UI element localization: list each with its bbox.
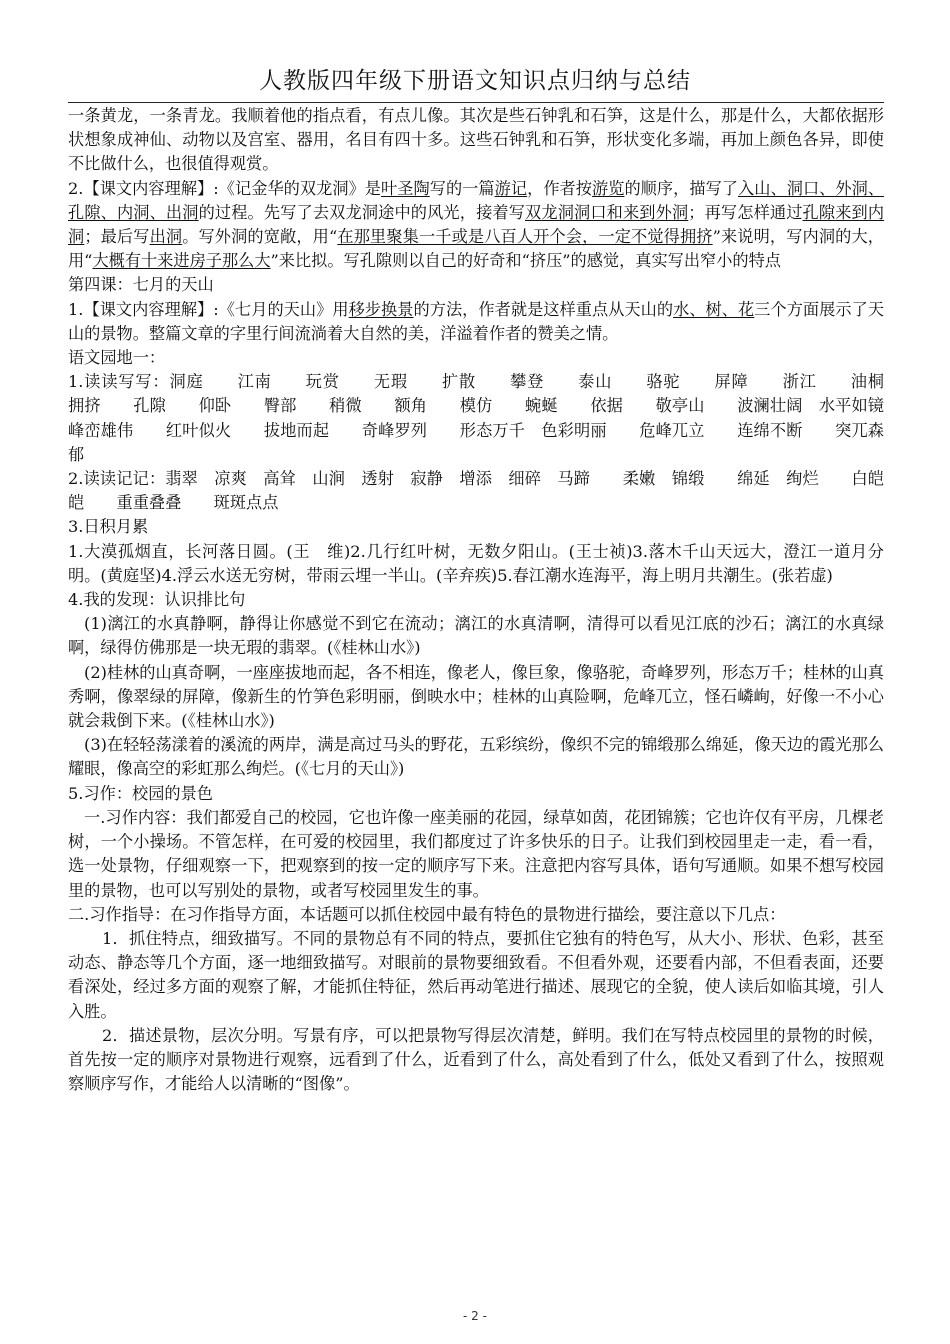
underlined-answer: 入山、洞口、外洞、孔隙、内洞、出洞 (68, 178, 885, 222)
guidance-point-2: 2．描述景物，层次分明。写景有序，可以把景物写得层次清楚，鲜明。我们在写特点校园里的景物的时候，首先按一定的顺序对景物进行观察，远看到了什么，近看到了什么，高处看到了什么，低处又看到了什么，按照观察顺序写作，才能给人以清晰的“图像”。 (68, 1025, 884, 1094)
underlined-answer: 在那里聚集一千或是八百人开个会，一定不觉得拥挤 (337, 227, 713, 247)
vocabulary-read-write: 1.读读写写：洞庭 江南 玩赏 无瑕 扩散 攀登 泰山 骆驼 屏障 浙江 油桐 拥挤 孔隙 仰卧 臀部 稍微 额角 模仿 蜿蜒 依据 敬亭山 波澜壮阔 水平如镜 峰峦雄伟 红叶似火 拔地而起 奇峰罗列 形态万千 色彩明丽 危峰兀立 连绵不断 突兀森郁 (68, 372, 917, 464)
example-sentence-1: (1)漓江的水真静啊，静得让你感觉不到它在流动；漓江的水真清啊，清得可以看见江底的沙石；漓江的水真绿啊，绿得仿佛那是一块无瑕的翡翠。(《桂林山水》) (68, 614, 884, 658)
underlined-answer: 游览 (592, 178, 625, 198)
underlined-answer: 移步换景 (348, 299, 414, 319)
vocabulary-read-remember: 2.读读记记：翡翠 凉爽 高耸 山涧 透射 寂静 增添 细碎 马蹄 柔嫩 锦缎 绵延 绚烂 白皑皑 重重叠叠 斑斑点点 (68, 469, 884, 513)
paragraph-lesson-understanding-tianshan: 1.【课文内容理解】:《七月的天山》用移步换景的方法，作者就是这样重点从天山的水、树、花三个方面展示了天山的景物。整篇文章的字里行间流淌着大自然的美，洋溢着作者的赞美之情。 (68, 299, 885, 343)
composition-guidance: 二.习作指导：在习作指导方面，本话题可以抓住校园中最有特色的景物进行描绘，要注意以下几点： (68, 904, 786, 924)
section-heading-daily-accumulation: 3.日积月累 (68, 517, 149, 537)
poem-lines: 1.大漠孤烟直，长河落日圆。(王 维)2.几行红叶树，无数夕阳山。(王士祯)3.落木千山天远大，澄江一道月分明。(黄庭坚)4.浮云水送无穷树，带雨云埋一半山。(辛弃疾)5.春江潮水连海平，海上明月共潮生。(张若虚) (68, 541, 884, 585)
page-number: - 2 - (463, 1309, 487, 1323)
section-heading-composition: 5.习作：校园的景色 (68, 783, 213, 803)
composition-content: 一.习作内容：我们都爱自己的校园，它也许像一座美丽的花园，绿草如茵，花团锦簇；它也许仅有平房，几棵老树，一个小操场。不管怎样，在可爱的校园里，我们都度过了许多快乐的日子。让我们到校园里走一走，看一看，选一处景物，仔细观察一下，把观察到的按一定的顺序写下来。注意把内容写具体，语句写通顺。如果不想写校园里的景物，也可以写别处的景物，或者写校园里发生的事。 (68, 807, 884, 900)
paragraph: 一条黄龙，一条青龙。我顺着他的指点看，有点儿像。其次是些石钟乳和石笋，这是什么，那是什么，大都依据形状想象成神仙、动物以及宫室、器用，名目有四十多。这些石钟乳和石笋，形状变化多端，再加上颜色各异，即使不比做什么，也很值得观赏。 (68, 106, 884, 174)
underlined-answer: 出洞 (149, 227, 183, 247)
underlined-answer: 大概有十来进房子那么大 (92, 251, 271, 271)
underlined-answer: 水、树、花 (673, 299, 755, 319)
example-sentence-3: (3)在轻轻荡漾着的溪流的两岸，满是高过马头的野花，五彩缤纷，像织不完的锦缎那么绵延，像天边的霞光那么耀眼，像高空的彩虹那么绚烂。(《七月的天山》) (68, 735, 884, 779)
underlined-answer: 游记 (494, 178, 528, 198)
page-title: 人教版四年级下册语文知识点归纳与总结 (259, 68, 691, 94)
paragraph-lesson-understanding-double-dragon: 2.【课文内容理解】:《记金华的双龙洞》是叶圣陶写的一篇游记，作者按游览的顺序，描写了入山、洞口、外洞、孔隙、内洞、出洞的过程。先写了去双龙洞途中的风光，接着写双龙洞洞口和来到外洞；再写怎样通过孔隙来到内洞；最后写出洞。写外洞的宽敞，用“在那里聚集一千或是八百人开个会，一定不觉得拥挤”来说明，写内洞的大，用“大概有十来进房子那么大”来比拟。写孔隙则以自己的好奇和“挤压”的感觉，真实写出窄小的特点 (68, 178, 885, 271)
underlined-answer: 孔隙来到内洞 (68, 202, 885, 247)
document-body (68, 104, 917, 1096)
section-heading-parallelism: 4.我的发现：认识排比句 (68, 590, 246, 610)
section-heading-garden-1: 语文园地一： (68, 348, 166, 368)
header-rule (68, 102, 884, 103)
section-heading-lesson-4: 第四课：七月的天山 (68, 275, 214, 295)
underlined-answer: 叶圣陶 (381, 178, 430, 198)
guidance-point-1: 1．抓住特点，细致描写。不同的景物总有不同的特点，要抓住它独有的特色写，从大小、形状、色彩，甚至动态、静态等几个方面，逐一地细致描写。对眼前的景物要细致看。不但看外观，还要看内部，不但看表面，还要看深处，经过多方面的观察了解，才能抓住特征，然后再动笔进行描述、展现它的全貌，使人读后如临其境，引人入胜。 (68, 928, 884, 1021)
underlined-answer: 双龙洞洞口和来到外洞 (525, 202, 689, 222)
example-sentence-2: (2)桂林的山真奇啊，一座座拔地而起，各不相连，像老人，像巨象，像骆驼，奇峰罗列，形态万千；桂林的山真秀啊，像翠绿的屏障，像新生的竹笋色彩明丽，倒映水中；桂林的山真险啊，危峰兀立，怪石嶙峋，好像一不小心就会栽倒下来。(《桂林山水》) (68, 662, 884, 731)
